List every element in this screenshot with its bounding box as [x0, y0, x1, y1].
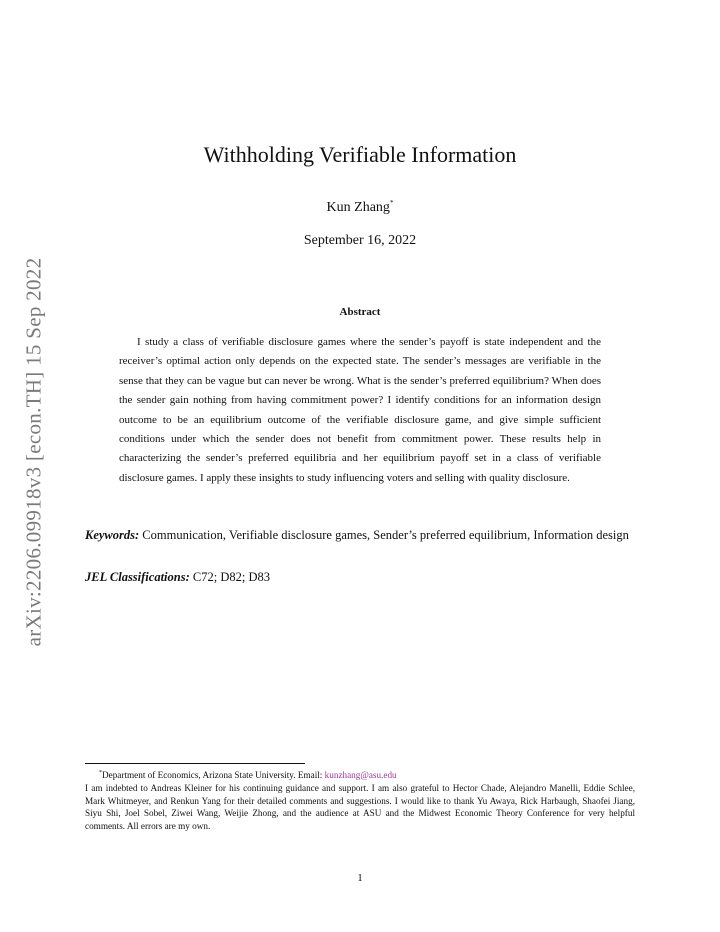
footnote-affiliation-line — [85, 767, 635, 782]
abstract-heading: Abstract — [339, 306, 381, 318]
author-line — [0, 199, 720, 216]
abstract-text: I study a class of verifiable disclosure games where the sender’s payoff is state independent and the receiver’s optimal action only depends on the expected state. The sender’s messages are verifiable in the sense that they can be vague but can never be wrong. What is the sender’s preferred equilibrium? When does the sender gain nothing from having commitment power? I identify conditions for an information design outcome to be an equilibrium outcome of the verifiable disclosure game, and give simple sufficient conditions under which the sender does not benefit from commitment power. These results help in characterizing the sender’s preferred equilibria and her equilibrium payoff set in a class of verifiable disclosure games. I apply these insights to study influencing voters and selling with quality disclosure. — [119, 336, 601, 484]
footnote — [85, 767, 635, 833]
author-footnote-mark[interactable]: * — [389, 199, 394, 207]
footnote-mark: * — [99, 770, 102, 776]
paper-title: Withholding Verifiable Information — [203, 142, 517, 167]
jel-label: JEL Classifications: — [85, 570, 190, 584]
keywords-label: Keywords: — [85, 528, 140, 542]
paper-date: September 16, 2022 — [303, 233, 417, 248]
keywords-text: Communication, Verifiable disclosure games, Sender’s preferred equilibrium, Information design — [142, 528, 629, 542]
author-name: Kun Zhang — [326, 200, 390, 215]
jel-codes: C72; D82; D83 — [192, 570, 270, 584]
email-link[interactable]: kunzhang@asu.edu — [324, 770, 397, 780]
jel-classifications-line — [85, 568, 635, 587]
page-number: 1 — [357, 872, 363, 884]
footnote-divider — [85, 763, 305, 764]
keywords-line — [85, 526, 635, 545]
footnote-acknowledgments: I am indebted to Andreas Kleiner for his continuing guidance and support. I am also grateful to Hector Chade, Alejandro Manelli, Eddie Schlee, Mark Whitmeyer, and Renkun Yang for their detailed comments and suggestions. I would like to thank Yu Awaya, Rick Harbaugh, Shaofei Jiang, Siyu Shi, Joel Sobel, Ziwei Wang, Weijie Zhong, and the audience at ASU and the Midwest Economic Theory Conference for very helpful comments. All errors are my own. — [85, 782, 635, 832]
footnote-affiliation: Department of Economics, Arizona State University. Email: — [102, 770, 325, 780]
arxiv-identifier-stamp: arXiv:2206.09918v3 [econ.TH] 15 Sep 2022 — [21, 257, 46, 647]
